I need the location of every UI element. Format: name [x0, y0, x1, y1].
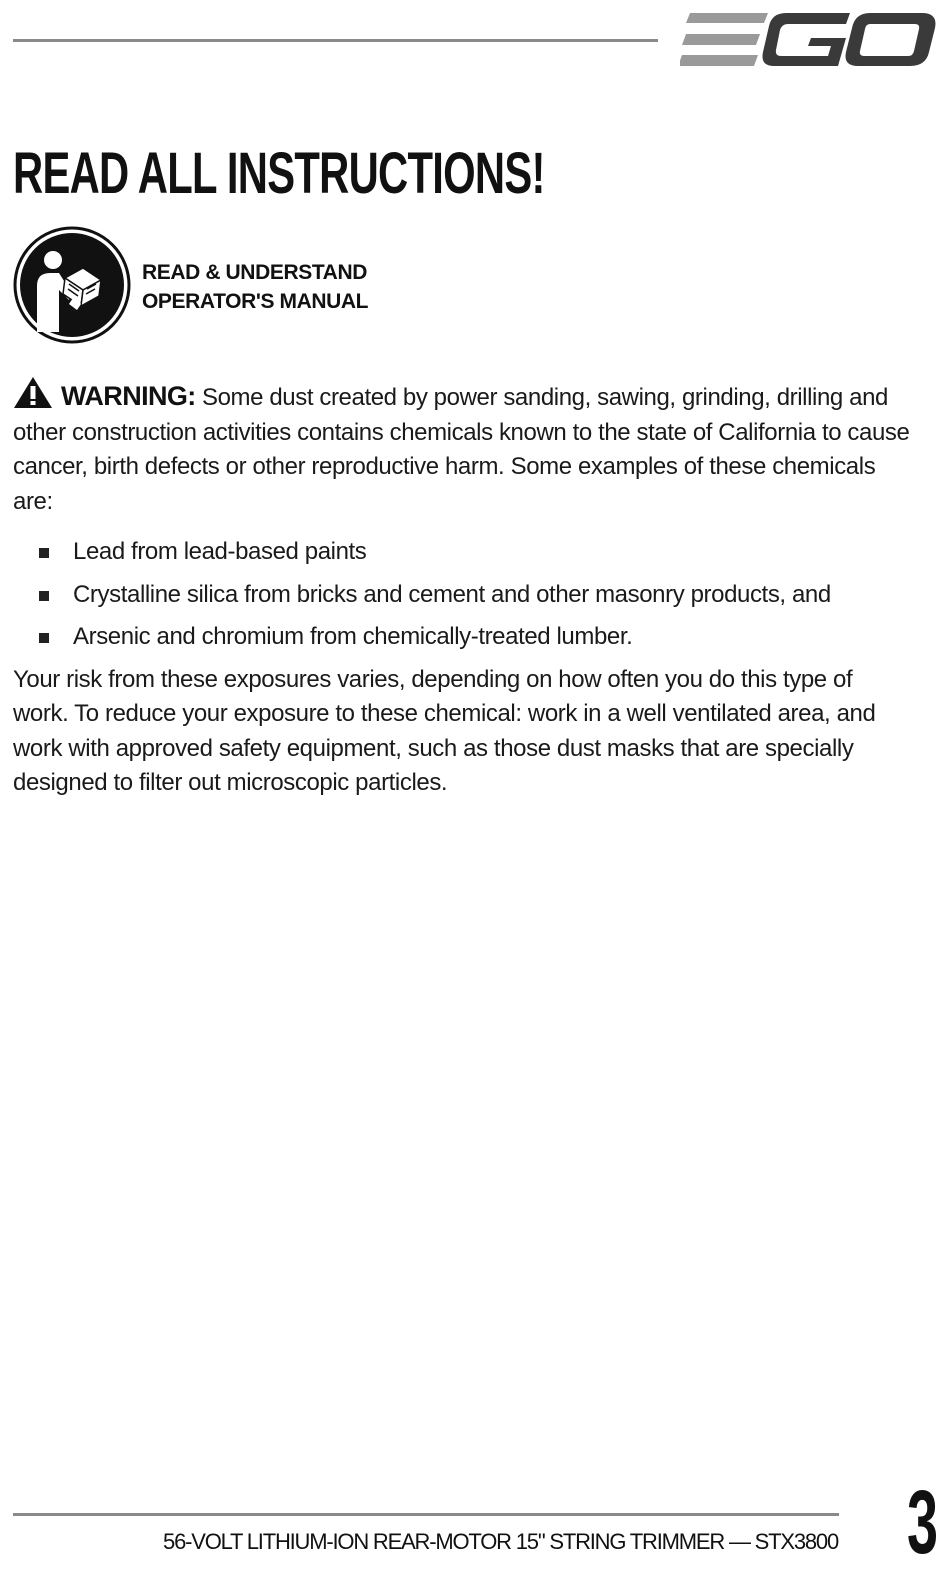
header-rule: [13, 39, 658, 42]
warning-block: [13, 376, 913, 801]
list-item-text: Arsenic and chromium from chemically-treated lumber.: [73, 623, 633, 650]
page-headline: READ ALL INSTRUCTIONS!: [13, 141, 545, 206]
warning-triangle-icon: [13, 376, 53, 409]
warning-closing: Your risk from these exposures varies, depending on how often you do this type of work. To reduce your exposure to these chemical: work in a well ventilated area, and work with approved safety equipment, such as those dust masks that are specially designed to filter out microscopic particles.: [13, 665, 876, 796]
list-item: [13, 620, 913, 655]
manual-notice-line1: READ & UNDERSTAND: [142, 261, 367, 284]
page-number: 3: [907, 1473, 939, 1573]
warning-chemical-list: [13, 535, 913, 655]
list-item: [13, 578, 913, 613]
manual-notice: [142, 258, 368, 316]
bullet-square-icon: [39, 548, 49, 558]
ego-logo: [680, 10, 938, 70]
footer-rule: [13, 1513, 839, 1516]
list-item: [13, 535, 913, 570]
warning-intro-text: Some dust created by power sanding, sawing, grinding, drilling and other construction activities contains chemicals known to the state of California to cause cancer, birth defects or other reproductive harm. Some examples of these chemicals are:: [13, 384, 910, 515]
bullet-square-icon: [39, 591, 49, 601]
warning-label: WARNING:: [61, 381, 196, 411]
warning-intro: [13, 376, 913, 519]
list-item-text: Lead from lead-based paints: [73, 538, 367, 565]
footer-product-title: 56-VOLT LITHIUM-ION REAR-MOTOR 15" STRING TRIMMER — STX3800: [163, 1529, 838, 1554]
list-item-text: Crystalline silica from bricks and cement and other masonry products, and: [73, 580, 831, 608]
manual-notice-line2: OPERATOR'S MANUAL: [142, 290, 369, 313]
read-manual-icon: [13, 226, 131, 344]
bullet-square-icon: [39, 633, 49, 643]
